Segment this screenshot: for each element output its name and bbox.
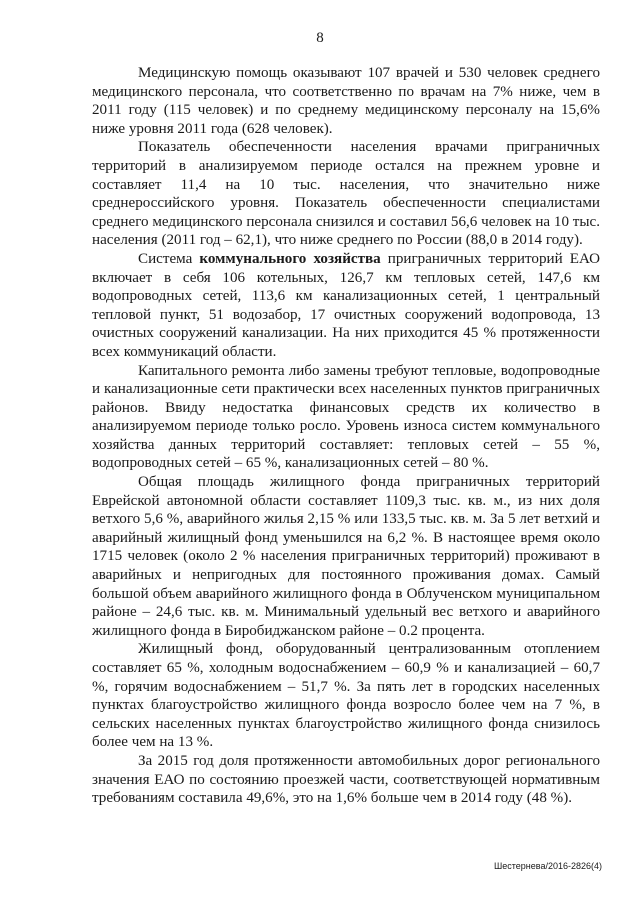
page-number: 8 bbox=[316, 30, 324, 46]
footer-reference: Шестернева/2016-2826(4) bbox=[494, 861, 602, 871]
paragraph-communal-system bbox=[92, 250, 600, 362]
communal-rest-text: приграничных территорий ЕАО включает в себя 106 котельных, 126,7 км тепловых сетей, 147,6 км водопроводных сетей, 113,6 км канализационных сетей, 1 центральный тепловой пункт, 51 водозабор, 17 очистных сооружений водопровода, 13 очистных сооружений канализации. На них приходится 45 % протяженности всех коммуникаций области. bbox=[92, 250, 601, 360]
paragraph-network-repair: Капитального ремонта либо замены требуют тепловые, водопроводные и канализационные сети практически всех населенных пунктов приграничных районов. Ввиду недостатка финансовых средств их количество в анализируемом периоде только росло. Уровень износа систем коммунального хозяйства данных территорий составляет: тепловых сетей – 55 %, водопроводных сетей – 65 %, канализационных сетей – 80 %. bbox=[92, 362, 600, 472]
paragraph-roads: За 2015 год доля протяженности автомобильных дорог регионального значения ЕАО по состоянию проезжей части, соответствующей нормативным требованиям составила 49,6%, это на 1,6% больше чем в 2014 году (48 %). bbox=[92, 752, 600, 807]
paragraph-housing-amenities: Жилищный фонд, оборудованный централизованным отоплением составляет 65 %, холодным водоснабжением – 60,9 % и канализацией – 60,7 %, горячим водоснабжением – 51,7 %. За пять лет в городских населенных пунктах благоустройство жилищного фонда возросло более чем на 7 %, в сельских населенных пунктах благоустройство жилищного фонда снизилось более чем на 13 %. bbox=[92, 641, 600, 751]
document-body bbox=[92, 64, 600, 808]
paragraph-medical-staff: Медицинскую помощь оказывают 107 врачей и 530 человек среднего медицинского персонала, что соответственно по врачам на 7% ниже, чем в 2011 году (115 человек) и по среднему медицинскому персоналу на 15,6% ниже уровня 2011 года (628 человек). bbox=[92, 65, 600, 137]
paragraph-housing-stock: Общая площадь жилищного фонда приграничных территорий Еврейской автономной области составляет 1109,3 тыс. кв. м., из них доля ветхого 5,6 %, аварийного жилья 2,15 % или 133,5 тыс. кв. м. За 5 лет ветхий и аварийный жилищный фонд уменьшился на 6,2 %. В настоящее время около 1715 человек (около 2 % населения приграничных территорий) проживают в аварийных и непригодных для постоянного проживания домах. Самый большой объем аварийного жилищного фонда в Облученском муниципальном районе – 24,6 тыс. кв. м. Минимальный удельный вес ветхого и аварийного жилищного фонда в Биробиджанском районе – 0.2 процента. bbox=[92, 474, 600, 639]
paragraph-doctor-coverage: Показатель обеспеченности населения врачами приграничных территорий в анализируемом периоде остался на прежнем уровне и составляет 11,4 на 10 тыс. населения, что значительно ниже среднероссийского уровня. Показатель обеспеченности специалистами среднего медицинского персонала снизился и составил 56,6 человек на 10 тыс. населения (2011 год – 62,1), что ниже среднего по России (88,0 в 2014 году). bbox=[92, 139, 600, 249]
communal-intro-text: Система bbox=[138, 250, 200, 267]
communal-bold-term: коммунального хозяйства bbox=[199, 250, 381, 267]
